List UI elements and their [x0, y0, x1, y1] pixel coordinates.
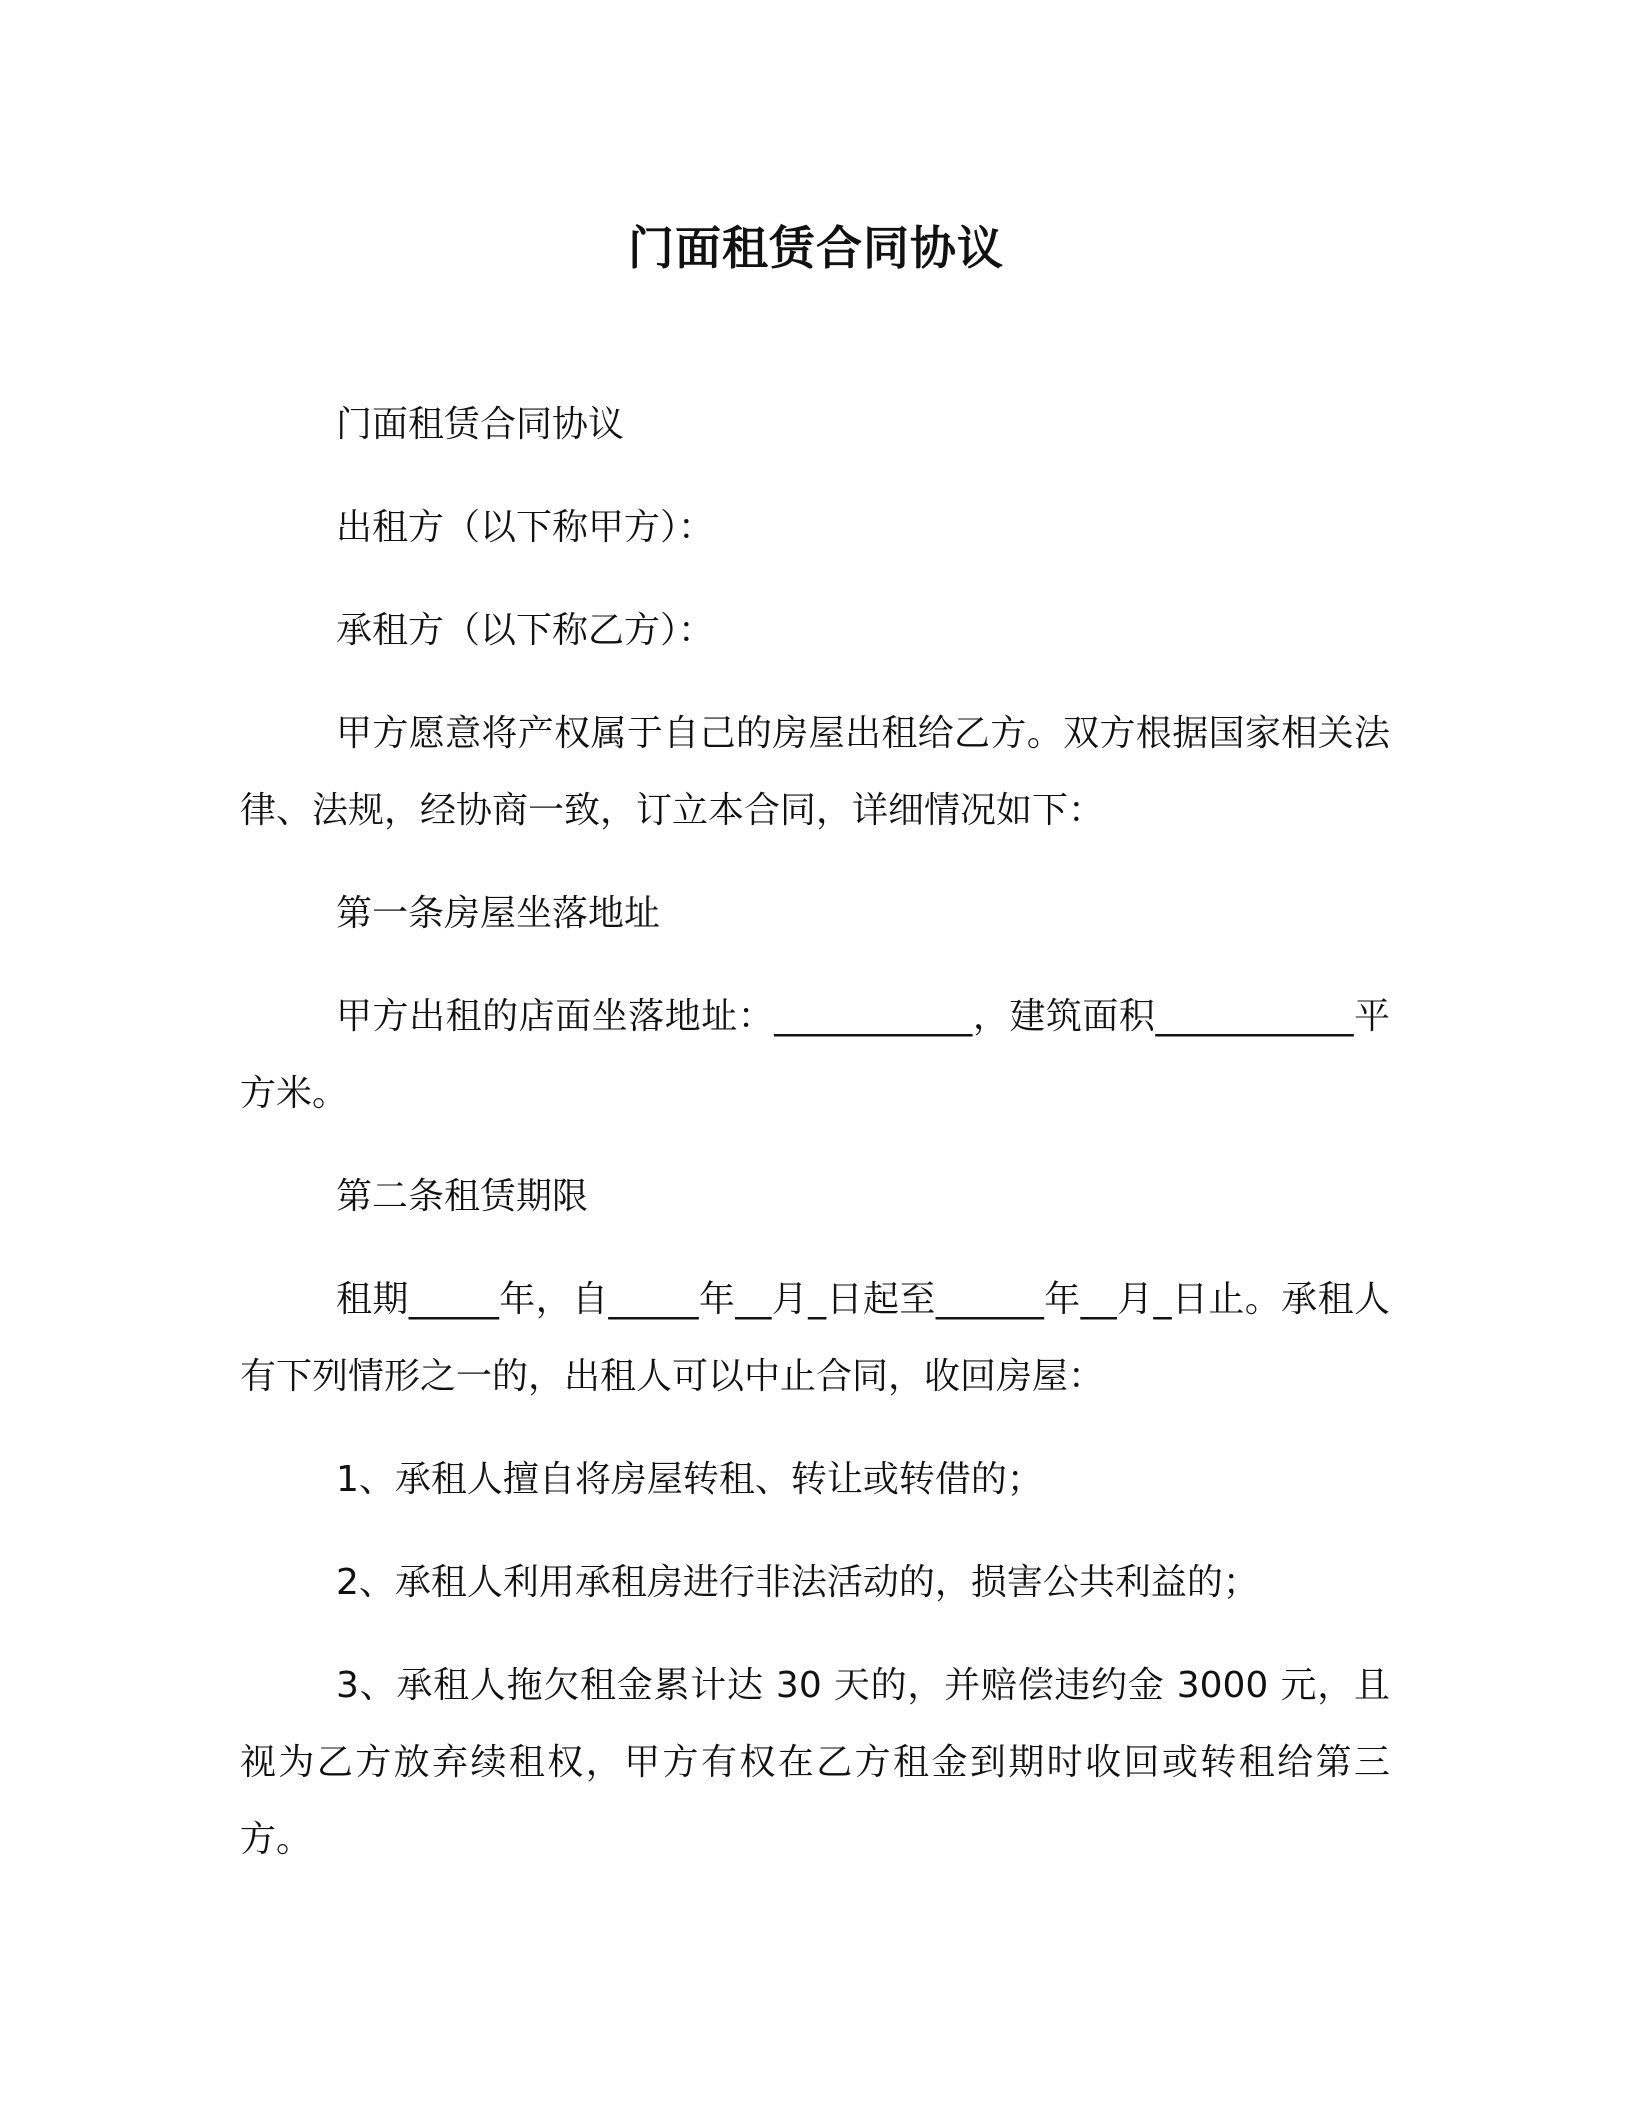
paragraph-heading: 门面租赁合同协议: [336, 404, 625, 445]
document-title: 门面租赁合同协议: [628, 221, 1004, 275]
paragraph-clause-3: 3、承租人拖欠租金累计达 30 天的，并赔偿违约金 3000 元，且视为乙方放弃续租权，甲方有权在乙方租金到期时收回或转租给第三方。: [240, 1665, 1390, 1860]
paragraph-clause-2: 2、承租人利用承租房进行非法活动的，损害公共利益的；: [336, 1562, 1259, 1603]
paragraph-article-1-body: 甲方出租的店面坐落地址：___________，建筑面积___________平方米。: [240, 996, 1390, 1114]
paragraph-clause-1: 1、承租人擅自将房屋转租、转让或转借的；: [336, 1459, 1043, 1500]
paragraph-intro: 甲方愿意将产权属于自己的房屋出租给乙方。双方根据国家相关法律、法规，经协商一致，订立本合同，详细情况如下：: [240, 713, 1390, 831]
paragraph-lessee: 承租方（以下称乙方）：: [336, 610, 715, 651]
document-body: [240, 386, 1390, 1904]
paragraph-lessor: 出租方（以下称甲方）：: [336, 507, 715, 548]
paragraph-article-1-heading: 第一条房屋坐落地址: [336, 893, 661, 934]
paragraph-article-2-body: 租期_____年，自_____年__月_日起至______年__月_日止。承租人有下列情形之一的，出租人可以中止合同，收回房屋：: [240, 1279, 1390, 1397]
paragraph-article-2-heading: 第二条租赁期限: [336, 1176, 589, 1217]
